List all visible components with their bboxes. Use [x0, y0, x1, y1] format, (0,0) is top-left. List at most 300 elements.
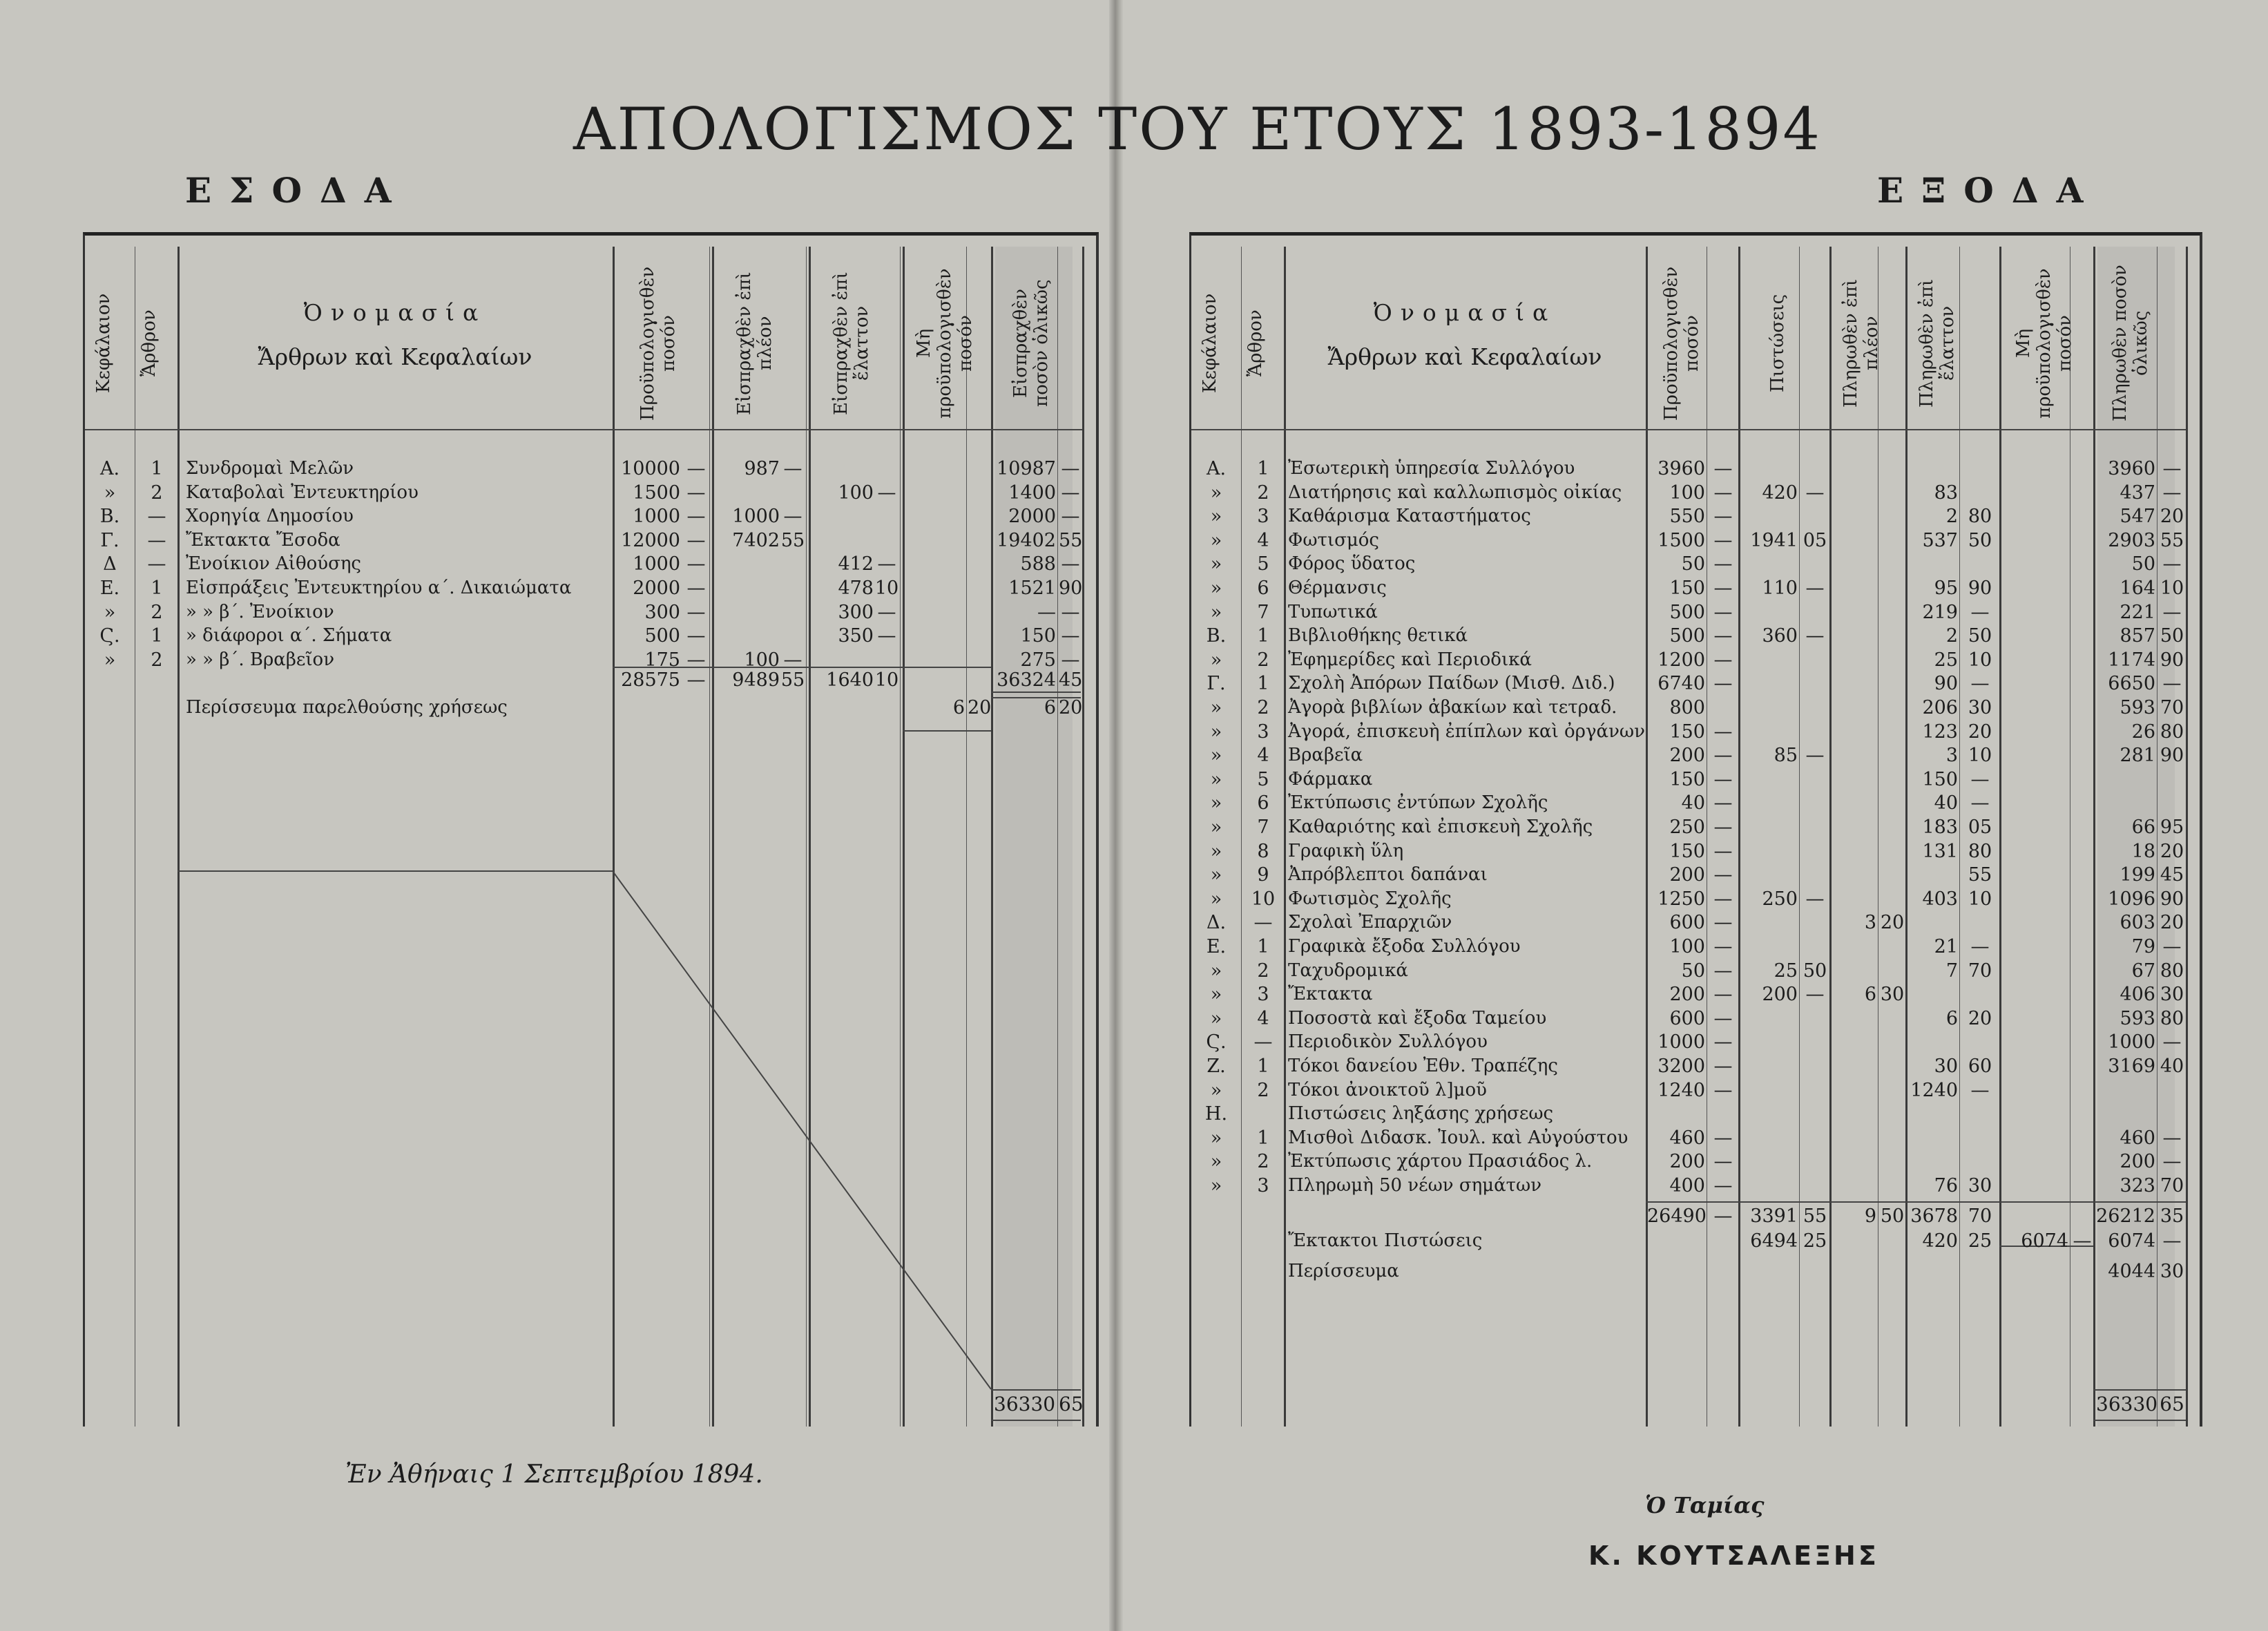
paid-less-value — [1907, 1030, 1958, 1054]
paid-more-lepta — [1879, 504, 1905, 528]
paid-less-lepta: 80 — [1968, 840, 1992, 862]
paid-less-lepta: 30 — [1968, 1175, 1992, 1196]
unbudgeted-value — [2001, 791, 2068, 815]
chapter-cell: » — [1210, 960, 1222, 982]
paid-less-value: 183 — [1922, 817, 1958, 838]
item-name: Ἔκτακτοι Πιστώσεις — [1288, 1230, 1483, 1251]
paid-total-value: 603 — [2120, 912, 2155, 934]
collected-more-lepta: — — [783, 458, 803, 479]
article-cell: 1 — [151, 625, 163, 647]
treasurer-name: Κ. ΚΟΥΤΣΑΛΕΞΗΣ — [1588, 1541, 1879, 1571]
paid-more-lepta — [1879, 624, 1905, 648]
chapter-cell: Β. — [99, 506, 120, 528]
credits-lepta: 05 — [1803, 529, 1827, 551]
ledger-row — [1191, 1102, 2200, 1126]
chapter-cell: » — [1210, 745, 1222, 767]
item-name: Ἔκτακτα Ἔσοδα — [186, 529, 340, 551]
ledger-row — [1191, 1174, 2200, 1198]
budgeted-lepta: — — [1713, 578, 1733, 599]
ledger-row — [1191, 624, 2200, 648]
credits-value — [1740, 1078, 1798, 1103]
collected-more-lepta: 55 — [780, 529, 805, 551]
budgeted-lepta: — — [1713, 1031, 1733, 1053]
chapter-cell: » — [1210, 649, 1222, 671]
header-budgeted: Προϋπολογισθὲν ποσόν — [637, 266, 679, 421]
budgeted-lepta: — — [686, 649, 706, 671]
credits-lepta — [1800, 457, 1829, 481]
chapter-cell: Ζ. — [1207, 1056, 1226, 1077]
ledger-row — [85, 668, 1096, 692]
ledger-row — [1191, 1150, 2200, 1174]
chapter-cell: » — [1210, 888, 1222, 910]
unbudgeted-value — [2001, 982, 2068, 1007]
chapter-cell — [1191, 1259, 1241, 1284]
unbudgeted-lepta — [2071, 1030, 2093, 1054]
paid-less-lepta: 10 — [1968, 888, 1992, 910]
collected-total-value: 6 — [1044, 697, 1056, 718]
collected-less-value — [810, 504, 874, 528]
item-name: Πιστώσεις ληξάσης χρήσεως — [1288, 1103, 1554, 1125]
unbudgeted-lepta — [2071, 600, 2093, 624]
paid-total-lepta: 70 — [2160, 1175, 2184, 1196]
budgeted-value: 150 — [1669, 721, 1705, 743]
place-date: Ἐν Ἀθήναις 1 Σεπτεμβρίου 1894. — [345, 1460, 763, 1489]
credits-value — [1740, 648, 1798, 672]
ledger-row — [1191, 696, 2200, 720]
unbudgeted-value — [2001, 935, 2068, 959]
budgeted-value: 1000 — [1657, 1031, 1705, 1053]
paid-total-value: 200 — [2120, 1151, 2155, 1173]
budgeted-lepta — [1708, 1102, 1738, 1126]
collected-less-value: 412 — [838, 553, 874, 575]
chapter-cell: Ε. — [1206, 936, 1227, 957]
budgeted-value: 1000 — [633, 506, 680, 528]
budgeted-value: 600 — [1669, 912, 1705, 934]
collected-total-value: 2000 — [1008, 506, 1056, 528]
paid-total-value — [2095, 767, 2155, 792]
ledger-row — [85, 528, 1096, 553]
unbudgeted-value — [904, 552, 965, 576]
item-name: Ἐκτύπωσις χάρτου Πρασιάδος λ. — [1288, 1151, 1593, 1172]
chapter-cell: » — [1210, 578, 1222, 599]
expenses-grand-total — [1191, 1392, 2200, 1416]
paid-total-value: 3169 — [2108, 1056, 2155, 1077]
paid-more-lepta — [1879, 863, 1905, 887]
article-cell: 3 — [1257, 506, 1269, 528]
article-cell — [1242, 1102, 1284, 1126]
collected-less-lepta — [874, 696, 900, 720]
collected-less-value: 478 — [838, 578, 874, 599]
article-cell: 2 — [151, 601, 163, 623]
item-name: Ἐκτύπωσις ἐντύπων Σχολῆς — [1288, 792, 1548, 814]
paid-more-value — [1831, 576, 1876, 600]
paid-more-value — [1831, 528, 1876, 553]
budgeted-value: 200 — [1669, 1151, 1705, 1173]
paid-less-lepta — [1961, 552, 1999, 576]
paid-total-lepta: 80 — [2160, 960, 2184, 982]
item-name: » διάφοροι α΄. Σήματα — [186, 625, 392, 647]
unbudgeted-lepta — [968, 552, 991, 576]
paid-less-value: 40 — [1934, 792, 1958, 814]
header-name — [177, 291, 613, 379]
chapter-cell: Ϛ. — [1206, 1031, 1227, 1053]
unbudgeted-value — [2001, 839, 2068, 864]
header-name — [1284, 291, 1646, 379]
paid-less-value: 123 — [1922, 721, 1958, 743]
budgeted-value — [1647, 1229, 1705, 1253]
paid-less-lepta: 60 — [1968, 1056, 1992, 1077]
chapter-cell: Γ. — [1207, 673, 1226, 695]
paid-more-value — [1831, 504, 1876, 528]
income-heading: ΕΣΟΔΑ — [185, 170, 410, 211]
credits-lepta — [1800, 1126, 1829, 1150]
ledger-row — [85, 624, 1096, 648]
budgeted-value: 12000 — [621, 529, 680, 551]
credits-lepta — [1800, 910, 1829, 935]
unbudgeted-value — [2001, 624, 2068, 648]
paid-total-value: 6650 — [2108, 673, 2155, 695]
item-name: Ἀπρόβλεπτοι δαπάναι — [1288, 864, 1488, 886]
paid-total-value: 66 — [2131, 817, 2155, 838]
paid-more-lepta — [1879, 481, 1905, 505]
article-cell: 1 — [1257, 1127, 1269, 1149]
chapter-cell: » — [1210, 553, 1222, 575]
budgeted-lepta: — — [1713, 721, 1733, 743]
credits-lepta — [1800, 1007, 1829, 1031]
collected-less-value: 300 — [838, 601, 874, 623]
article-cell: 5 — [1257, 768, 1269, 790]
paid-more-lepta — [1879, 767, 1905, 792]
paid-more-lepta: 30 — [1880, 984, 1905, 1006]
paid-less-value: 3 — [1945, 745, 1958, 767]
paid-less-lepta: 90 — [1968, 578, 1992, 599]
unbudgeted-lepta — [968, 668, 991, 692]
ledger-row — [1191, 528, 2200, 553]
collected-total-value: 1521 — [1008, 578, 1056, 599]
chapter-cell: » — [1210, 1127, 1222, 1149]
item-name: Καθάρισμα Καταστήματος — [1288, 506, 1531, 527]
collected-total-lepta: — — [1061, 601, 1080, 623]
unbudgeted-value — [904, 600, 965, 624]
paid-more-value — [1831, 767, 1876, 792]
item-name: Ποσοστὰ καὶ ἔξοδα Ταμείου — [1288, 1007, 1547, 1029]
collected-more-value — [713, 552, 780, 576]
ledger-row — [1191, 910, 2200, 935]
ledger-row — [1191, 648, 2200, 672]
budgeted-lepta: — — [1713, 529, 1733, 551]
credits-value — [1740, 600, 1798, 624]
budgeted-lepta: — — [1713, 817, 1733, 838]
collected-less-value — [810, 696, 874, 720]
budgeted-value: 40 — [1681, 792, 1705, 814]
chapter-cell — [85, 668, 135, 692]
paid-more-value — [1831, 481, 1876, 505]
paid-total-value: 1174 — [2108, 649, 2155, 671]
paid-more-lepta: 20 — [1880, 912, 1905, 934]
article-cell: 9 — [1257, 864, 1269, 886]
item-name: Ἔκτακτα — [1288, 984, 1373, 1005]
budgeted-value: 600 — [1669, 1007, 1705, 1029]
chapter-cell: » — [1210, 1151, 1222, 1173]
paid-less-value — [1907, 1150, 1958, 1174]
unbudgeted-value — [2001, 457, 2068, 481]
budgeted-value: 3200 — [1657, 1056, 1705, 1077]
item-name: Σχολαὶ Ἐπαρχιῶν — [1288, 912, 1452, 933]
paid-less-lepta: 80 — [1968, 506, 1992, 528]
item-name: Συνδρομαὶ Μελῶν — [186, 458, 354, 479]
article-cell: 7 — [1257, 601, 1269, 623]
paid-less-value — [1907, 1102, 1958, 1126]
grand-total-lepta: 65 — [2160, 1393, 2184, 1415]
chapter-cell: Α. — [1206, 458, 1227, 479]
credits-value — [1740, 1174, 1798, 1198]
ledger-row — [1191, 720, 2200, 744]
collected-less-value — [810, 528, 874, 553]
item-name — [1288, 1204, 1644, 1228]
unbudgeted-lepta — [2071, 720, 2093, 744]
paid-more-lepta — [1879, 600, 1905, 624]
chapter-cell: » — [1210, 864, 1222, 886]
item-name: Διατήρησις καὶ καλλωπισμὸς οἰκίας — [1288, 481, 1622, 503]
paid-total-value: 50 — [2131, 553, 2155, 575]
paid-less-value: 83 — [1934, 481, 1958, 504]
paid-less-lepta: 10 — [1968, 745, 1992, 767]
collected-more-value: 1000 — [732, 506, 780, 528]
chapter-cell: » — [1210, 721, 1222, 743]
paid-total-lepta — [2158, 767, 2186, 792]
paid-total-lepta: — — [2162, 553, 2182, 575]
item-name: Σχολὴ Ἀπόρων Παίδων (Μισθ. Διδ.) — [1288, 673, 1615, 694]
unbudgeted-value — [2001, 1204, 2068, 1228]
collected-more-value — [713, 576, 780, 600]
article-cell: — — [147, 553, 166, 575]
item-name: Φόρος ὕδατος — [1288, 553, 1416, 575]
credits-lepta — [1800, 552, 1829, 576]
paid-total-value: 437 — [2120, 481, 2155, 504]
budgeted-lepta: — — [1713, 601, 1733, 623]
paid-more-lepta — [1879, 839, 1905, 864]
unbudgeted-lepta — [2071, 1150, 2093, 1174]
collected-total-value: — — [1037, 601, 1056, 623]
ledger-row — [1191, 935, 2200, 959]
unbudgeted-value — [2001, 600, 2068, 624]
ledger-row — [1191, 887, 2200, 911]
ledger-row — [1191, 1229, 2200, 1253]
paid-more-value — [1831, 457, 1876, 481]
paid-less-lepta — [1961, 1126, 1999, 1150]
chapter-cell — [1191, 1229, 1241, 1253]
item-name: Μισθοὶ Διδασκ. Ἰουλ. καὶ Αὐγούστου — [1288, 1127, 1628, 1148]
treasurer-role: Ὁ Ταμίας — [1645, 1492, 1765, 1518]
budgeted-lepta: — — [1713, 553, 1733, 575]
paid-less-value: 6 — [1945, 1007, 1958, 1029]
unbudgeted-value — [2001, 910, 2068, 935]
budgeted-lepta: — — [1713, 1079, 1733, 1101]
paid-total-lepta: — — [2162, 481, 2182, 504]
budgeted-value: 150 — [1669, 840, 1705, 862]
ledger-row — [85, 504, 1096, 528]
budgeted-lepta: — — [1713, 864, 1733, 886]
collected-total-lepta: — — [1061, 649, 1080, 671]
unbudgeted-lepta — [2071, 1102, 2093, 1126]
collected-less-value — [810, 457, 874, 481]
budgeted-lepta: — — [1713, 745, 1733, 767]
unbudgeted-lepta: 20 — [968, 697, 992, 718]
paid-less-lepta: 20 — [1968, 1007, 1992, 1029]
chapter-cell: Δ. — [1206, 912, 1227, 934]
paid-more-value — [1831, 1102, 1876, 1126]
item-name: Ταχυδρομικά — [1288, 960, 1408, 981]
chapter-cell: » — [1210, 529, 1222, 551]
credits-value: 250 — [1762, 888, 1798, 910]
collected-total-value: 19402 — [997, 529, 1056, 551]
unbudgeted-lepta — [2071, 624, 2093, 648]
paid-total-lepta: 30 — [2160, 984, 2184, 1006]
budgeted-lepta: — — [686, 529, 706, 551]
paid-more-value — [1831, 624, 1876, 648]
ledger-row — [85, 696, 1096, 720]
collected-more-value: 9489 — [732, 669, 780, 691]
paid-more-lepta — [1879, 552, 1905, 576]
paid-more-value — [1831, 671, 1876, 696]
unbudgeted-lepta — [2071, 791, 2093, 815]
unbudgeted-lepta — [2071, 457, 2093, 481]
unbudgeted-value — [2001, 671, 2068, 696]
chapter-cell: » — [1210, 792, 1222, 814]
credits-lepta — [1800, 1030, 1829, 1054]
paid-total-value: 26 — [2131, 721, 2155, 743]
credits-value — [1740, 839, 1798, 864]
budgeted-value: 6740 — [1657, 673, 1705, 695]
paid-total-value: 1096 — [2108, 888, 2155, 910]
paid-less-value: 537 — [1922, 529, 1958, 551]
paid-total-lepta: 70 — [2160, 697, 2184, 718]
paid-less-value: 76 — [1934, 1175, 1958, 1196]
item-name: Ἐσωτερικὴ ὑπηρεσία Συλλόγου — [1288, 458, 1575, 479]
item-name: Χορηγία Δημοσίου — [186, 506, 354, 527]
article-cell: 4 — [1257, 1007, 1269, 1029]
budgeted-value: 10000 — [621, 458, 680, 479]
header-article: Ἄρθρον — [1245, 309, 1266, 377]
collected-less-lepta: — — [877, 625, 896, 647]
paid-more-lepta — [1879, 696, 1905, 720]
unbudgeted-value — [904, 504, 965, 528]
unbudgeted-lepta — [2071, 1078, 2093, 1103]
credits-value — [1740, 1054, 1798, 1078]
collected-more-lepta — [780, 576, 806, 600]
paid-total-lepta: 80 — [2160, 721, 2184, 743]
ledger-row — [1191, 743, 2200, 767]
credits-lepta: 50 — [1803, 960, 1827, 982]
credits-value: 360 — [1762, 625, 1798, 647]
unbudgeted-lepta: — — [2073, 1230, 2092, 1252]
article-cell: 6 — [1257, 578, 1269, 599]
budgeted-value: 550 — [1669, 506, 1705, 528]
item-name: Γραφικὰ ἔξοδα Συλλόγου — [1288, 936, 1521, 957]
article-cell: 4 — [1257, 745, 1269, 767]
budgeted-lepta: — — [1713, 1205, 1733, 1227]
credits-lepta — [1800, 648, 1829, 672]
unbudgeted-value — [2001, 504, 2068, 528]
article-cell: 1 — [1257, 458, 1269, 479]
credits-lepta: — — [1805, 888, 1825, 910]
budgeted-value: 400 — [1669, 1175, 1705, 1196]
ledger-row — [1191, 1054, 2200, 1078]
unbudgeted-value — [2001, 887, 2068, 911]
paid-total-lepta: 20 — [2160, 840, 2184, 862]
paid-more-value — [1831, 743, 1876, 767]
ledger-row — [1191, 767, 2200, 792]
page-fold — [1109, 0, 1123, 1631]
unbudgeted-lepta — [2071, 1054, 2093, 1078]
article-cell: 5 — [1257, 553, 1269, 575]
credits-value: 200 — [1762, 984, 1798, 1006]
collected-more-lepta — [780, 481, 806, 505]
unbudgeted-lepta — [2071, 1007, 2093, 1031]
collected-more-value — [713, 481, 780, 505]
credits-value — [1740, 863, 1798, 887]
credits-lepta — [1800, 1259, 1829, 1284]
paid-less-lepta — [1961, 481, 1999, 505]
ledger-row — [85, 600, 1096, 624]
paid-total-lepta: 45 — [2160, 864, 2184, 886]
budgeted-value: 500 — [644, 625, 680, 647]
unbudgeted-value — [2001, 552, 2068, 576]
collected-less-value: 100 — [838, 481, 874, 504]
unbudgeted-lepta — [2071, 696, 2093, 720]
article-cell: 1 — [151, 458, 163, 479]
paid-less-value — [1907, 982, 1958, 1007]
unbudgeted-value — [2001, 1126, 2068, 1150]
budgeted-lepta: — — [686, 625, 706, 647]
unbudgeted-value — [2001, 1174, 2068, 1198]
header-credits: Πιστώσεις — [1767, 294, 1788, 393]
credits-lepta: — — [1805, 625, 1825, 647]
credits-value — [1740, 767, 1798, 792]
unbudgeted-value — [2001, 481, 2068, 505]
credits-value — [1740, 1007, 1798, 1031]
budgeted-lepta: — — [1713, 481, 1733, 504]
item-name: Ἐφημερίδες καὶ Περιοδικά — [1288, 649, 1532, 670]
item-name: Ἀγορὰ βιβλίων ἀβακίων καὶ τετραδ. — [1288, 697, 1617, 718]
paid-less-lepta — [1961, 1102, 1999, 1126]
expenses-ledger — [1189, 232, 2202, 1427]
budgeted-value: 100 — [1669, 481, 1705, 504]
credits-lepta — [1800, 1150, 1829, 1174]
collected-total-value: 1400 — [1008, 481, 1056, 504]
paid-total-value: 221 — [2120, 601, 2155, 623]
item-name: Φάρμακα — [1288, 768, 1373, 790]
budgeted-value: 100 — [1669, 936, 1705, 957]
unbudgeted-lepta — [2071, 982, 2093, 1007]
item-name: Γραφικὴ ὕλη — [1288, 840, 1404, 861]
paid-less-lepta — [1961, 910, 1999, 935]
budgeted-lepta — [683, 696, 709, 720]
paid-more-lepta — [1879, 743, 1905, 767]
credits-value — [1740, 1126, 1798, 1150]
paid-less-value: 25 — [1934, 649, 1958, 671]
item-name: Βραβεῖα — [1288, 745, 1363, 766]
paid-total-lepta: 90 — [2160, 745, 2184, 767]
budgeted-value: 1500 — [1657, 529, 1705, 551]
credits-lepta — [1800, 767, 1829, 792]
paid-total-value: 199 — [2120, 864, 2155, 886]
paid-total-value: 547 — [2120, 506, 2155, 528]
paid-more-lepta — [1879, 720, 1905, 744]
credits-value — [1740, 671, 1798, 696]
paid-less-lepta: 55 — [1968, 864, 1992, 886]
credits-lepta: 55 — [1803, 1205, 1827, 1227]
